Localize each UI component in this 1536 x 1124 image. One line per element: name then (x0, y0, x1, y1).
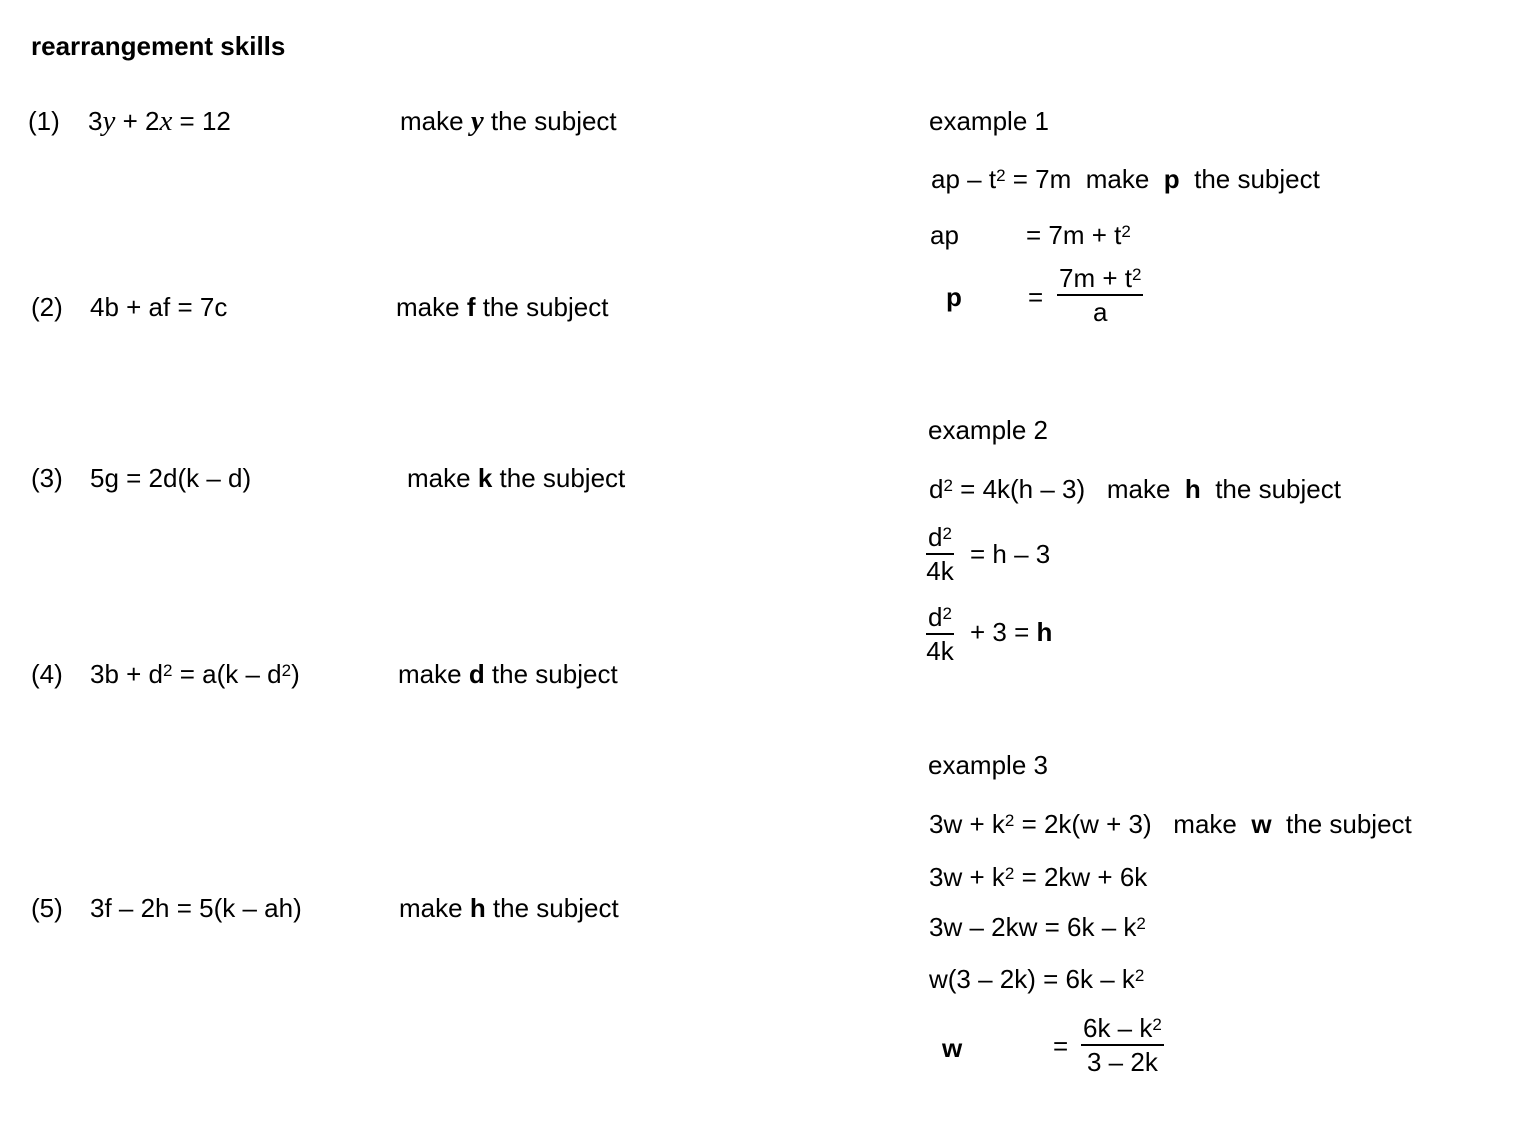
example-line (929, 862, 1147, 892)
text-segment: = (1053, 1031, 1069, 1061)
text-segment: the subject (484, 659, 618, 689)
text-segment: 3w + k (929, 862, 1005, 892)
fraction-denominator (1093, 296, 1107, 328)
example-heading: example 3 (928, 750, 1048, 780)
example-line-rhs (970, 539, 1050, 569)
superscript: 2 (942, 604, 952, 623)
emphasis-text: x (159, 105, 173, 137)
fraction-numerator (1057, 262, 1143, 296)
fraction-numerator (1081, 1012, 1164, 1046)
equals-sign (1053, 1031, 1068, 1061)
text-segment: ap (930, 220, 959, 250)
question-instruction (399, 893, 619, 923)
text-segment: ) (291, 659, 300, 689)
example-line (929, 474, 1341, 504)
question-instruction (396, 292, 608, 322)
text-segment: 3w + k (929, 809, 1005, 839)
text-segment: the subject (1271, 809, 1412, 839)
fraction-numerator (926, 601, 954, 635)
example-heading: example 2 (928, 415, 1048, 445)
superscript: 2 (1136, 914, 1146, 933)
text-segment: 3f – 2h = 5(k – ah) (90, 893, 302, 923)
emphasis-text: k (477, 463, 493, 493)
text-segment: the subject (492, 463, 626, 493)
text-segment: 3w – 2kw = 6k – k (929, 912, 1137, 942)
text-segment: d (928, 602, 943, 632)
fraction-denominator (926, 635, 953, 667)
example-line-lhs (946, 282, 962, 312)
emphasis-text: f (466, 292, 476, 322)
example-line (931, 164, 1320, 194)
text-segment: make (396, 292, 467, 322)
text-segment: = (1028, 282, 1044, 312)
emphasis-text: y (102, 105, 116, 137)
text-segment: d (928, 522, 943, 552)
text-segment: make (399, 893, 470, 923)
emphasis-text: d (468, 659, 485, 689)
superscript: 2 (1004, 811, 1015, 830)
text-segment: 6k – k (1083, 1013, 1153, 1043)
question-equation (90, 292, 227, 322)
text-segment: make (400, 106, 471, 136)
emphasis-text: h (1036, 617, 1053, 647)
example-heading: example 1 (929, 106, 1049, 136)
fraction-numerator (926, 521, 954, 555)
text-segment: = 7m make (1005, 164, 1164, 194)
example-line (929, 912, 1146, 942)
text-segment: the subject (1200, 474, 1341, 504)
fraction (926, 601, 954, 667)
text-segment: make (398, 659, 469, 689)
question-number: (3) (31, 463, 63, 493)
text-segment: 7m + t (1059, 263, 1132, 293)
worksheet-title: rearrangement skills (31, 31, 286, 61)
text-segment: 4k (926, 636, 954, 666)
text-segment: 5g = 2d(k – d) (90, 463, 252, 493)
superscript: 2 (281, 661, 292, 680)
question-number: (5) (31, 893, 63, 923)
text-segment: = a(k – d (172, 659, 282, 689)
text-segment: 4k (926, 556, 954, 586)
superscript: 2 (1131, 265, 1142, 284)
text-segment: make (407, 463, 478, 493)
question-instruction (400, 106, 617, 136)
example-line-rhs (970, 617, 1052, 647)
superscript: 2 (163, 661, 173, 680)
text-segment: = 4k(h – 3) make (952, 474, 1185, 504)
emphasis-text: p (946, 282, 962, 312)
superscript: 2 (1134, 966, 1145, 985)
text-segment: + 2 (115, 106, 160, 136)
question-instruction (407, 463, 625, 493)
text-segment: + 3 = (970, 617, 1037, 647)
emphasis-text: w (1251, 809, 1272, 839)
superscript: 2 (942, 524, 952, 543)
superscript: 2 (1004, 864, 1015, 883)
text-segment: = 7m + t (1026, 220, 1122, 250)
emphasis-text: w (942, 1033, 963, 1063)
question-equation (90, 659, 300, 689)
superscript: 2 (1121, 222, 1131, 241)
text-segment: the subject (475, 292, 609, 322)
emphasis-text: h (469, 893, 486, 923)
fraction-denominator (926, 555, 953, 587)
question-number: (1) (28, 106, 60, 136)
example-line (929, 964, 1144, 994)
superscript: 2 (1152, 1015, 1162, 1034)
fraction (926, 521, 954, 587)
question-equation (90, 893, 302, 923)
fraction (1057, 262, 1143, 328)
question-number: (4) (31, 659, 63, 689)
emphasis-text: y (470, 105, 484, 137)
question-equation (90, 463, 251, 493)
question-equation (88, 106, 231, 136)
text-segment: the subject (485, 893, 619, 923)
text-segment: the subject (1179, 164, 1320, 194)
superscript: 2 (943, 476, 953, 495)
text-segment: 3 (88, 106, 103, 136)
text-segment: a (1092, 297, 1108, 327)
emphasis-text: h (1184, 474, 1201, 504)
text-segment: the subject (483, 106, 617, 136)
fraction-denominator (1087, 1046, 1158, 1078)
equals-sign (1028, 282, 1043, 312)
example-line-lhs (930, 220, 959, 250)
text-segment: d (929, 474, 944, 504)
question-instruction (398, 659, 618, 689)
fraction (1081, 1012, 1164, 1078)
text-segment: ap – t (931, 164, 997, 194)
text-segment: 3b + d (90, 659, 164, 689)
example-line (929, 809, 1412, 839)
text-segment: w(3 – 2k) = 6k – k (929, 964, 1135, 994)
example-line-lhs (942, 1033, 962, 1063)
text-segment: = h – 3 (970, 539, 1051, 569)
superscript: 2 (996, 166, 1006, 185)
text-segment: = 2k(w + 3) make (1014, 809, 1252, 839)
text-segment: = 2kw + 6k (1014, 862, 1148, 892)
question-number: (2) (31, 292, 63, 322)
example-line-rhs (1026, 220, 1131, 250)
text-segment: 3 – 2k (1087, 1047, 1158, 1077)
emphasis-text: p (1163, 164, 1180, 194)
text-segment: 4b + af = 7c (90, 292, 228, 322)
text-segment: = 12 (172, 106, 231, 136)
